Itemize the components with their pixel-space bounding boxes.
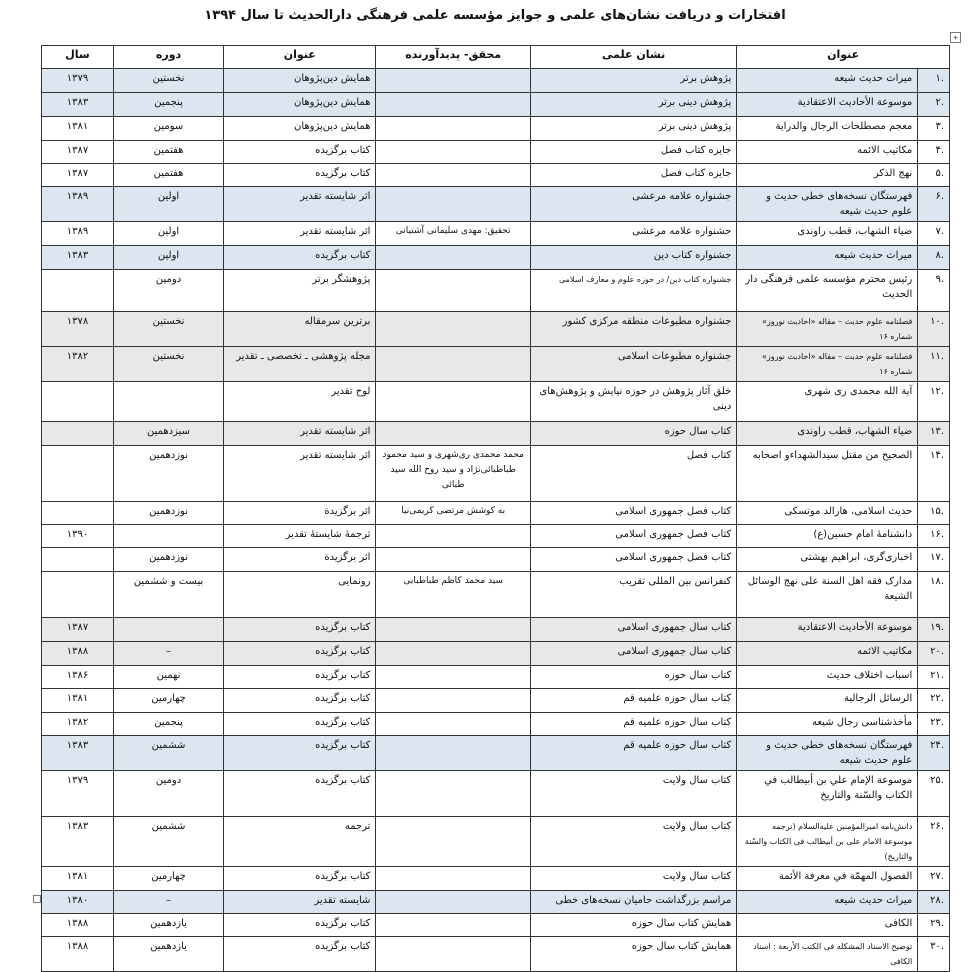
table-row [42, 618, 950, 642]
table-row [42, 187, 950, 222]
row-researcher [376, 713, 531, 736]
row-title: فهرستگان نسخه‌های خطی حدیث و علوم حدیث شیعه [737, 736, 918, 771]
row-award: پژوهش دینی برتر [530, 117, 736, 141]
row-subject: پژوهشگر برتر [224, 270, 376, 312]
row-award: کتاب سال ولایت [530, 817, 736, 867]
table-row [42, 164, 950, 187]
row-award: جشنواره کتاب دین/ در حوزه علوم و معارف اسلامی [530, 270, 736, 312]
row-researcher [376, 736, 531, 771]
row-round: پنجمین [114, 713, 224, 736]
row-year: ۱۳۸۸ [42, 642, 114, 666]
row-title: نهج الذکر [737, 164, 918, 187]
table-row [42, 642, 950, 666]
row-subject: کتاب برگزیده [224, 914, 376, 937]
row-subject: ترجمه [224, 817, 376, 867]
row-title: دانش‌نامه امیرالمؤمنین علیه‌السلام (ترجمه موسوعة الامام علی بن أبیطالب فی الکتاب والسّنة والتاریخ) [737, 817, 918, 867]
row-number: .۲۷ [918, 867, 950, 891]
table-row [42, 736, 950, 771]
row-award: کتاب سال حوزه [530, 666, 736, 689]
row-subject: همایش دین‌پژوهان [224, 117, 376, 141]
table-row [42, 666, 950, 689]
row-subject: کتاب برگزیده [224, 642, 376, 666]
row-number: .۱۰ [918, 312, 950, 347]
row-number: .۱۶ [918, 525, 950, 548]
row-number: .۲۴ [918, 736, 950, 771]
row-researcher [376, 525, 531, 548]
row-award: کتاب سال حوزه [530, 422, 736, 446]
row-year: ۱۳۸۱ [42, 689, 114, 713]
row-title: فصلنامه علوم حدیث – مقاله «احادیث نوروز» شماره ۱۶ [737, 347, 918, 382]
row-award: جشنواره مطبوعات منطقه مرکزی کشور [530, 312, 736, 347]
row-award: کتاب سال ولایت [530, 867, 736, 891]
row-title: دانشنامهٔ امام حسین(ع) [737, 525, 918, 548]
row-round [114, 382, 224, 422]
row-award: کتاب فصل جمهوری اسلامی [530, 525, 736, 548]
row-year: ۱۳۸۷ [42, 164, 114, 187]
table-row [42, 713, 950, 736]
row-title: الکافی [737, 914, 918, 937]
row-subject: کتاب برگزیده [224, 689, 376, 713]
header-row [42, 46, 950, 69]
table-row [42, 817, 950, 867]
table-row [42, 914, 950, 937]
table-row [42, 502, 950, 525]
row-number: .۲۱ [918, 666, 950, 689]
row-subject: لوح تقدیر [224, 382, 376, 422]
table-row [42, 382, 950, 422]
row-round [114, 525, 224, 548]
table-row [42, 93, 950, 117]
row-year: ۱۳۸۳ [42, 736, 114, 771]
table-row [42, 867, 950, 891]
row-year: ۱۳۸۹ [42, 187, 114, 222]
row-round: نخستین [114, 347, 224, 382]
row-number: .۷ [918, 222, 950, 246]
row-subject: کتاب برگزیده [224, 666, 376, 689]
table-row [42, 446, 950, 502]
header-subject: عنوان [224, 46, 376, 69]
row-award: جشنواره کتاب دین [530, 246, 736, 270]
row-round: دومین [114, 270, 224, 312]
table-row [42, 141, 950, 164]
row-award: کتاب فصل [530, 446, 736, 502]
row-year: ۱۳۸۲ [42, 347, 114, 382]
row-award: همایش کتاب سال حوزه [530, 914, 736, 937]
row-title: ضیاء الشهاب، قطب راوندی [737, 222, 918, 246]
row-researcher [376, 187, 531, 222]
row-round: پنجمین [114, 93, 224, 117]
row-year: ۱۳۸۸ [42, 937, 114, 972]
row-title: الصحیح من مقتل سیدالشهداءو اصحابه [737, 446, 918, 502]
row-subject: همایش دین‌پژوهان [224, 93, 376, 117]
row-title: اسباب اختلاف حدیث [737, 666, 918, 689]
row-title: مأخذشناسی رجال شیعه [737, 713, 918, 736]
row-year: ۱۳۹۰ [42, 525, 114, 548]
row-year [42, 270, 114, 312]
row-year: ۱۳۸۸ [42, 914, 114, 937]
row-round: نخستین [114, 69, 224, 93]
row-year: ۱۳۸۳ [42, 93, 114, 117]
row-researcher [376, 817, 531, 867]
row-subject: ترجمهٔ شایستهٔ تقدیر [224, 525, 376, 548]
row-number: .۲۸ [918, 891, 950, 914]
row-number: .۲۹ [918, 914, 950, 937]
row-year [42, 572, 114, 618]
table-row [42, 422, 950, 446]
table-resize-handle-icon[interactable] [33, 895, 41, 903]
row-number: .۴ [918, 141, 950, 164]
row-year: ۱۳۸۹ [42, 222, 114, 246]
row-subject: مجله پژوهشی ـ تخصصی ـ تقدیر [224, 347, 376, 382]
row-round: نوزدهمین [114, 548, 224, 572]
row-round: – [114, 642, 224, 666]
row-number: .۱۳ [918, 422, 950, 446]
awards-table [41, 45, 950, 972]
row-year: ۱۳۸۱ [42, 117, 114, 141]
row-year: ۱۳۸۰ [42, 891, 114, 914]
row-year [42, 422, 114, 446]
table-row [42, 891, 950, 914]
row-title: موسوعة الأحادیث الاعتقادیة [737, 93, 918, 117]
row-researcher [376, 93, 531, 117]
row-number: .۵ [918, 164, 950, 187]
row-round: هفتمین [114, 141, 224, 164]
row-subject: شایسته تقدیر [224, 891, 376, 914]
row-award: کتاب فصل جمهوری اسلامی [530, 502, 736, 525]
row-round: نخستین [114, 312, 224, 347]
row-subject: کتاب برگزیده [224, 141, 376, 164]
row-number: .۱۱ [918, 347, 950, 382]
row-researcher [376, 548, 531, 572]
row-researcher [376, 117, 531, 141]
row-round: نوزدهمین [114, 446, 224, 502]
row-title: فصلنامه علوم حدیث – مقاله «احادیث نوروز» شماره ۱۶ [737, 312, 918, 347]
row-researcher [376, 246, 531, 270]
row-round [114, 618, 224, 642]
row-title: موسوعة الإمام علي بن أبيطالب في الكتاب والسّنة والتاريخ [737, 771, 918, 817]
row-subject: اثر شایسته تقدیر [224, 446, 376, 502]
row-subject: رونمایی [224, 572, 376, 618]
table-row [42, 525, 950, 548]
row-award: کتاب فصل جمهوری اسلامی [530, 548, 736, 572]
row-number: .۲۳ [918, 713, 950, 736]
row-subject: کتاب برگزیده [224, 736, 376, 771]
row-researcher [376, 689, 531, 713]
row-year: ۱۳۸۳ [42, 246, 114, 270]
row-round: هفتمین [114, 164, 224, 187]
row-award: کتاب سال جمهوری اسلامی [530, 618, 736, 642]
row-award: همایش کتاب سال حوزه [530, 937, 736, 972]
table-row [42, 222, 950, 246]
row-subject: اثر شایسته تقدیر [224, 187, 376, 222]
row-award: جایزه کتاب فصل [530, 164, 736, 187]
row-number: .۱۴ [918, 446, 950, 502]
row-researcher: سید محمد کاظم طباطبایی [376, 572, 531, 618]
row-round: ششمین [114, 817, 224, 867]
row-title: موسوعة الأحادیث الاعتقادیة [737, 618, 918, 642]
row-researcher [376, 164, 531, 187]
row-subject: کتاب برگزیده [224, 246, 376, 270]
table-row [42, 548, 950, 572]
row-researcher [376, 937, 531, 972]
row-round: یازدهمین [114, 937, 224, 972]
row-title: الفصول المهمّة في معرفة الأئمة [737, 867, 918, 891]
row-award: پژوهش دینی برتر [530, 93, 736, 117]
row-title: رئیس محترم مؤسسه علمی فرهنگی دار الحدیث [737, 270, 918, 312]
table-row [42, 312, 950, 347]
row-award: کتاب سال جمهوری اسلامی [530, 642, 736, 666]
table-row [42, 572, 950, 618]
row-year: ۱۳۸۱ [42, 867, 114, 891]
table-row [42, 117, 950, 141]
row-award: خلق آثار پژوهش در حوزه نیایش و پژوهش‌های دینی [530, 382, 736, 422]
row-year: ۱۳۸۲ [42, 713, 114, 736]
row-year: ۱۳۸۳ [42, 817, 114, 867]
row-subject: کتاب برگزیده [224, 867, 376, 891]
row-round: دومین [114, 771, 224, 817]
row-award: جایزه کتاب فصل [530, 141, 736, 164]
row-researcher [376, 69, 531, 93]
row-award: جشنواره مطبوعات اسلامی [530, 347, 736, 382]
row-number: .۸ [918, 246, 950, 270]
header-year: سال [42, 46, 114, 69]
row-round: چهارمین [114, 867, 224, 891]
row-round: سومین [114, 117, 224, 141]
row-number: .۲۵ [918, 771, 950, 817]
row-researcher: محمد محمدی ری‌شهری و سید محمود طباطبائی‌نژاد و سید روح الله سید طبائی [376, 446, 531, 502]
row-subject: اثر برگزیدة [224, 502, 376, 525]
row-subject: کتاب برگزیده [224, 164, 376, 187]
row-number: .۲۰ [918, 642, 950, 666]
row-researcher [376, 270, 531, 312]
row-year: ۱۳۷۹ [42, 69, 114, 93]
row-number: .۲۶ [918, 817, 950, 867]
row-researcher: به کوشش مرتضی کریمی‌نیا [376, 502, 531, 525]
row-title: مکاتیب الائمه [737, 642, 918, 666]
header-title: عنوان [737, 46, 950, 69]
row-researcher [376, 347, 531, 382]
row-award: پژوهش برتر [530, 69, 736, 93]
row-round: اولین [114, 187, 224, 222]
row-number: .۱ [918, 69, 950, 93]
row-number: .۶ [918, 187, 950, 222]
row-title: ضیاء الشهاب، قطب راوندی [737, 422, 918, 446]
row-round: چهارمین [114, 689, 224, 713]
row-researcher [376, 422, 531, 446]
row-year: ۱۳۸۶ [42, 666, 114, 689]
row-number: .۱۹ [918, 618, 950, 642]
row-researcher [376, 891, 531, 914]
row-award: مراسم بزرگداشت حامیان نسخه‌های خطی [530, 891, 736, 914]
row-number: .۳ [918, 117, 950, 141]
row-award: جشنواره علامه مرعشی [530, 187, 736, 222]
row-award: کتاب سال حوزه علمیه قم [530, 689, 736, 713]
row-round: یازدهمین [114, 914, 224, 937]
row-year: ۱۳۸۷ [42, 618, 114, 642]
table-row [42, 347, 950, 382]
row-award: کنفرانس بین المللی تقریب [530, 572, 736, 618]
row-researcher [376, 867, 531, 891]
row-round: اولین [114, 246, 224, 270]
row-year [42, 446, 114, 502]
row-researcher [376, 141, 531, 164]
row-number: .۱۵ [918, 502, 950, 525]
table-row [42, 270, 950, 312]
row-researcher [376, 642, 531, 666]
header-researcher: محقق- پدیدآورنده [376, 46, 531, 69]
row-year [42, 548, 114, 572]
row-researcher [376, 618, 531, 642]
row-title: حدیث اسلامی، هارالد موتسکی [737, 502, 918, 525]
row-researcher [376, 771, 531, 817]
table-row [42, 246, 950, 270]
row-number: .۹ [918, 270, 950, 312]
row-award: کتاب سال ولایت [530, 771, 736, 817]
row-subject: کتاب برگزیده [224, 618, 376, 642]
row-award: کتاب سال حوزه علمیه قم [530, 713, 736, 736]
table-row [42, 689, 950, 713]
row-subject: کتاب برگزیده [224, 771, 376, 817]
row-subject: اثر شایسته تقدیر [224, 222, 376, 246]
row-subject: اثر برگزیدة [224, 548, 376, 572]
row-subject: کتاب برگزیده [224, 713, 376, 736]
row-researcher [376, 382, 531, 422]
row-number: .۳۰ [918, 937, 950, 972]
row-title: میراث حدیث شیعه [737, 891, 918, 914]
header-award: نشان علمی [530, 46, 736, 69]
row-year [42, 382, 114, 422]
row-title: الرسائل الرجالیة [737, 689, 918, 713]
row-round: نوزدهمین [114, 502, 224, 525]
row-year: ۱۳۸۷ [42, 141, 114, 164]
row-round: بیست و ششمین [114, 572, 224, 618]
row-researcher [376, 312, 531, 347]
row-round: اولین [114, 222, 224, 246]
row-round: ششمین [114, 736, 224, 771]
row-subject: کتاب برگزیده [224, 937, 376, 972]
row-researcher [376, 914, 531, 937]
row-award: کتاب سال حوزه علمیه قم [530, 736, 736, 771]
row-number: .۱۸ [918, 572, 950, 618]
table-row [42, 69, 950, 93]
row-title: میراث حدیث شیعه [737, 69, 918, 93]
row-number: .۱۲ [918, 382, 950, 422]
row-title: معجم مصطلحات الرجال والدرایة [737, 117, 918, 141]
header-round: دوره [114, 46, 224, 69]
row-researcher: تحقیق: مهدی سلیمانی آشتیانی [376, 222, 531, 246]
row-title: آیة الله محمدی ری شهری [737, 382, 918, 422]
row-title: مدارک فقه اهل السنة علی نهج الوسائل الشیعة [737, 572, 918, 618]
row-year: ۱۳۷۹ [42, 771, 114, 817]
row-round: نهمین [114, 666, 224, 689]
row-title: میراث حدیث شیعه [737, 246, 918, 270]
row-subject: همایش دین‌پژوهان [224, 69, 376, 93]
table-row [42, 937, 950, 972]
row-year: ۱۳۷۸ [42, 312, 114, 347]
row-number: .۱۷ [918, 548, 950, 572]
table-row [42, 771, 950, 817]
row-researcher [376, 666, 531, 689]
row-title: مکاتیب الائمه [737, 141, 918, 164]
row-year [42, 502, 114, 525]
row-number: .۲۲ [918, 689, 950, 713]
row-title: اخباری‌گری، ابراهیم بهشتی [737, 548, 918, 572]
table-move-handle-icon[interactable]: + [950, 32, 961, 43]
row-round: – [114, 891, 224, 914]
page-title: افتخارات و دریافت نشان‌های علمی و جوایز مؤسسه علمی فرهنگی دارالحدیث تا سال ۱۳۹۴ [204, 8, 786, 23]
row-title: توضیح الاسناد المشکله فی الکتب الأربعة : اسناد الکافی [737, 937, 918, 972]
row-title: فهرستگان نسخه‌های خطی حدیث و علوم حدیث شیعه [737, 187, 918, 222]
row-award: جشنواره علامه مرعشی [530, 222, 736, 246]
row-subject: برترین سرمقاله [224, 312, 376, 347]
row-number: .۲ [918, 93, 950, 117]
row-round: سیزدهمین [114, 422, 224, 446]
row-subject: اثر شایسته تقدیر [224, 422, 376, 446]
